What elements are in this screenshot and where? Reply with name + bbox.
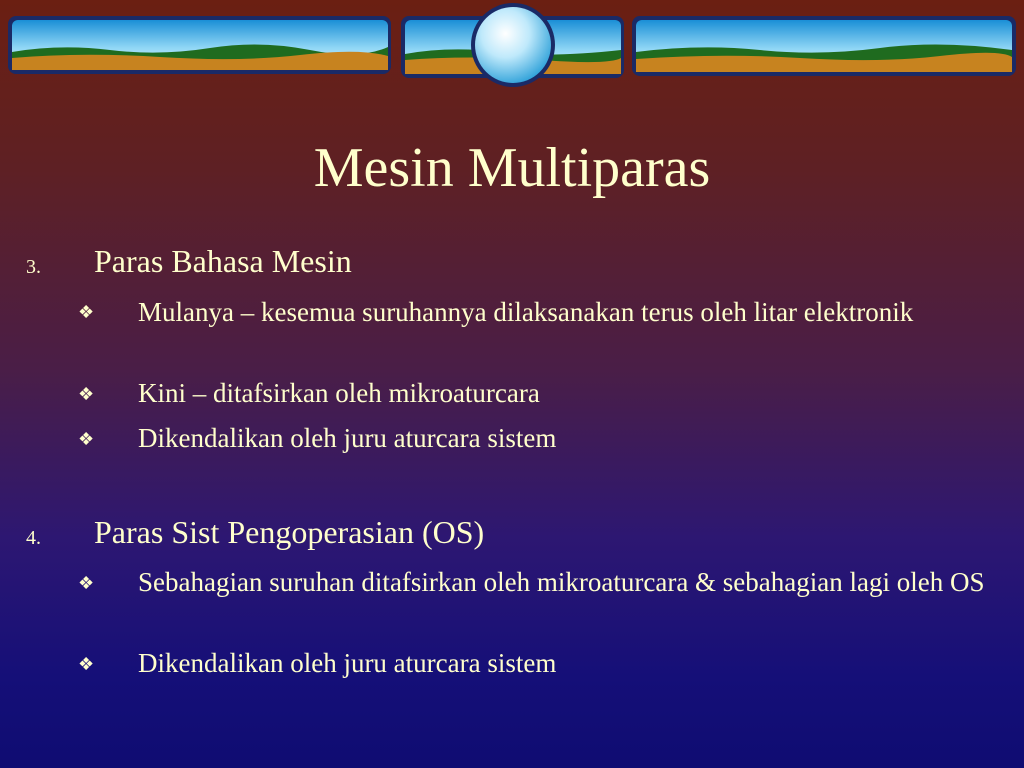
bullet-text: Mulanya – kesemua suruhannya dilaksanakan terus oleh litar elektronik bbox=[138, 297, 914, 327]
banner-panel-right bbox=[632, 16, 1016, 76]
diamond-bullet-icon: ❖ bbox=[78, 429, 95, 449]
globe-icon bbox=[471, 3, 555, 87]
banner-panel-left bbox=[8, 16, 391, 74]
bullet-text: Kini – ditafsirkan oleh mikroaturcara bbox=[138, 378, 540, 408]
section-heading: Paras Sist Pengoperasian (OS) bbox=[94, 514, 485, 550]
bullet-text: Sebahagian suruhan ditafsirkan oleh mikroaturcara & sebahagian lagi oleh OS bbox=[138, 567, 985, 597]
landscape-banner bbox=[0, 0, 1024, 100]
section-number: 3. bbox=[26, 256, 41, 278]
diamond-bullet-icon: ❖ bbox=[78, 302, 95, 322]
section-heading: Paras Bahasa Mesin bbox=[94, 243, 352, 279]
bullet-text: Dikendalikan oleh juru aturcara sistem bbox=[138, 423, 557, 453]
diamond-bullet-icon: ❖ bbox=[78, 384, 95, 404]
diamond-bullet-icon: ❖ bbox=[78, 573, 95, 593]
section-number: 4. bbox=[26, 527, 41, 549]
diamond-bullet-icon: ❖ bbox=[78, 654, 95, 674]
slide-title: Mesin Multiparas bbox=[313, 137, 711, 199]
bullet-text: Dikendalikan oleh juru aturcara sistem bbox=[138, 648, 557, 678]
